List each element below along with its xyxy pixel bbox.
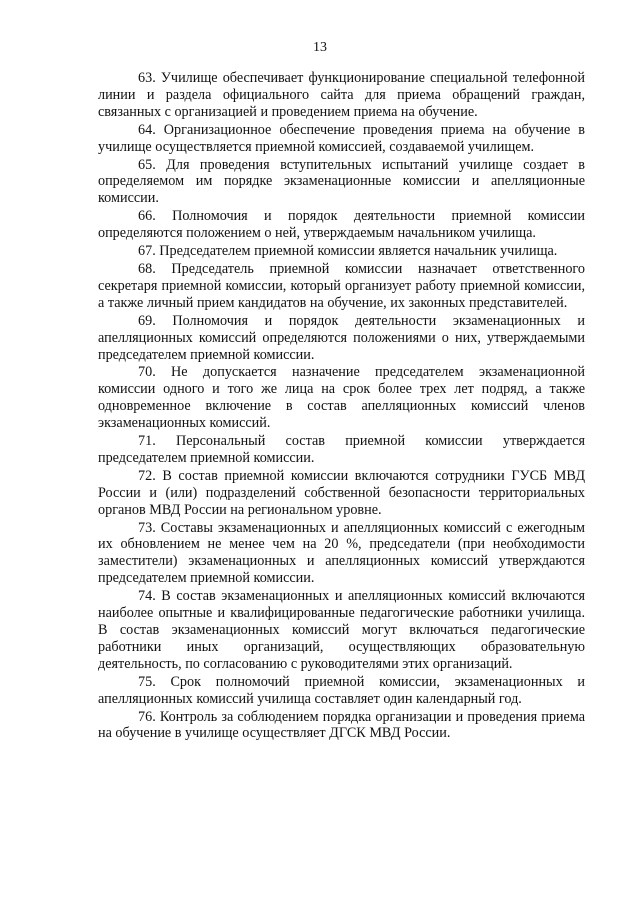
paragraph-72: 72. В состав приемной комиссии включаются сотрудники ГУСБ МВД России и (или) подразделений собственной безопасности территориальных органов МВД России на региональном уровне. xyxy=(98,467,585,518)
paragraph-71: 71. Персональный состав приемной комиссии утверждается председателем приемной комиссии. xyxy=(98,433,585,466)
paragraph-66: 66. Полномочия и порядок деятельности приемной комиссии определяются положением о ней, утверждаемым начальником училища. xyxy=(98,208,585,242)
paragraph-68: 68. Председатель приемной комиссии назначает ответственного секретаря приемной комиссии, который организует работу приемной комиссии, а также личный прием кандидатов на обучение, их законных представителей. xyxy=(98,260,585,311)
paragraph-64: 64. Организационное обеспечение проведения приема на обучение в училище осуществляется приемной комиссией, создаваемой училищем. xyxy=(98,121,585,155)
paragraph-63: 63. Училище обеспечивает функционирование специальной телефонной линии и раздела официального сайта для приема обращений граждан, связанных с организацией и проведением приема на обучение. xyxy=(98,70,585,120)
paragraph-75: 75. Срок полномочий приемной комиссии, экзаменационных и апелляционных комиссий училища составляет один календарный год. xyxy=(98,673,585,707)
paragraph-76: 76. Контроль за соблюдением порядка организации и проведения приема на обучение в училище осуществляет ДГСК МВД России. xyxy=(98,708,585,742)
paragraph-67: 67. Председателем приемной комиссии является начальник училища. xyxy=(138,243,558,260)
paragraph-65: 65. Для проведения вступительных испытаний училище создает в определяемом им порядке экзаменационные комиссии и апелляционные комиссии. xyxy=(98,156,585,207)
page-number: 13 xyxy=(313,40,327,55)
document-body xyxy=(98,70,585,743)
paragraph-70: 70. Не допускается назначение председателем экзаменационной комиссии одного и того же лица на срок более трех лет подряд, а также одновременное включение в состав апелляционных комиссий членов экзаменационных комиссий. xyxy=(98,364,585,432)
paragraph-74: 74. В состав экзаменационных и апелляционных комиссий включаются наиболее опытные и квалифицированные педагогические работники училища. В состав экзаменационных комиссий могут включаться педагогические работники иных организаций, осуществляющих образовательную деятельность, по согласованию с руководителями этих организаций. xyxy=(98,588,585,672)
paragraph-69: 69. Полномочия и порядок деятельности экзаменационных и апелляционных комиссий определяются положениями о них, утверждаемыми председателем приемной комиссии. xyxy=(98,312,585,363)
paragraph-73: 73. Составы экзаменационных и апелляционных комиссий с ежегодным их обновлением не менее чем на 20 %, председатели (при необходимости заместители) экзаменационных и апелляционных комиссий утверждаются председателем приемной комиссии. xyxy=(98,519,585,587)
